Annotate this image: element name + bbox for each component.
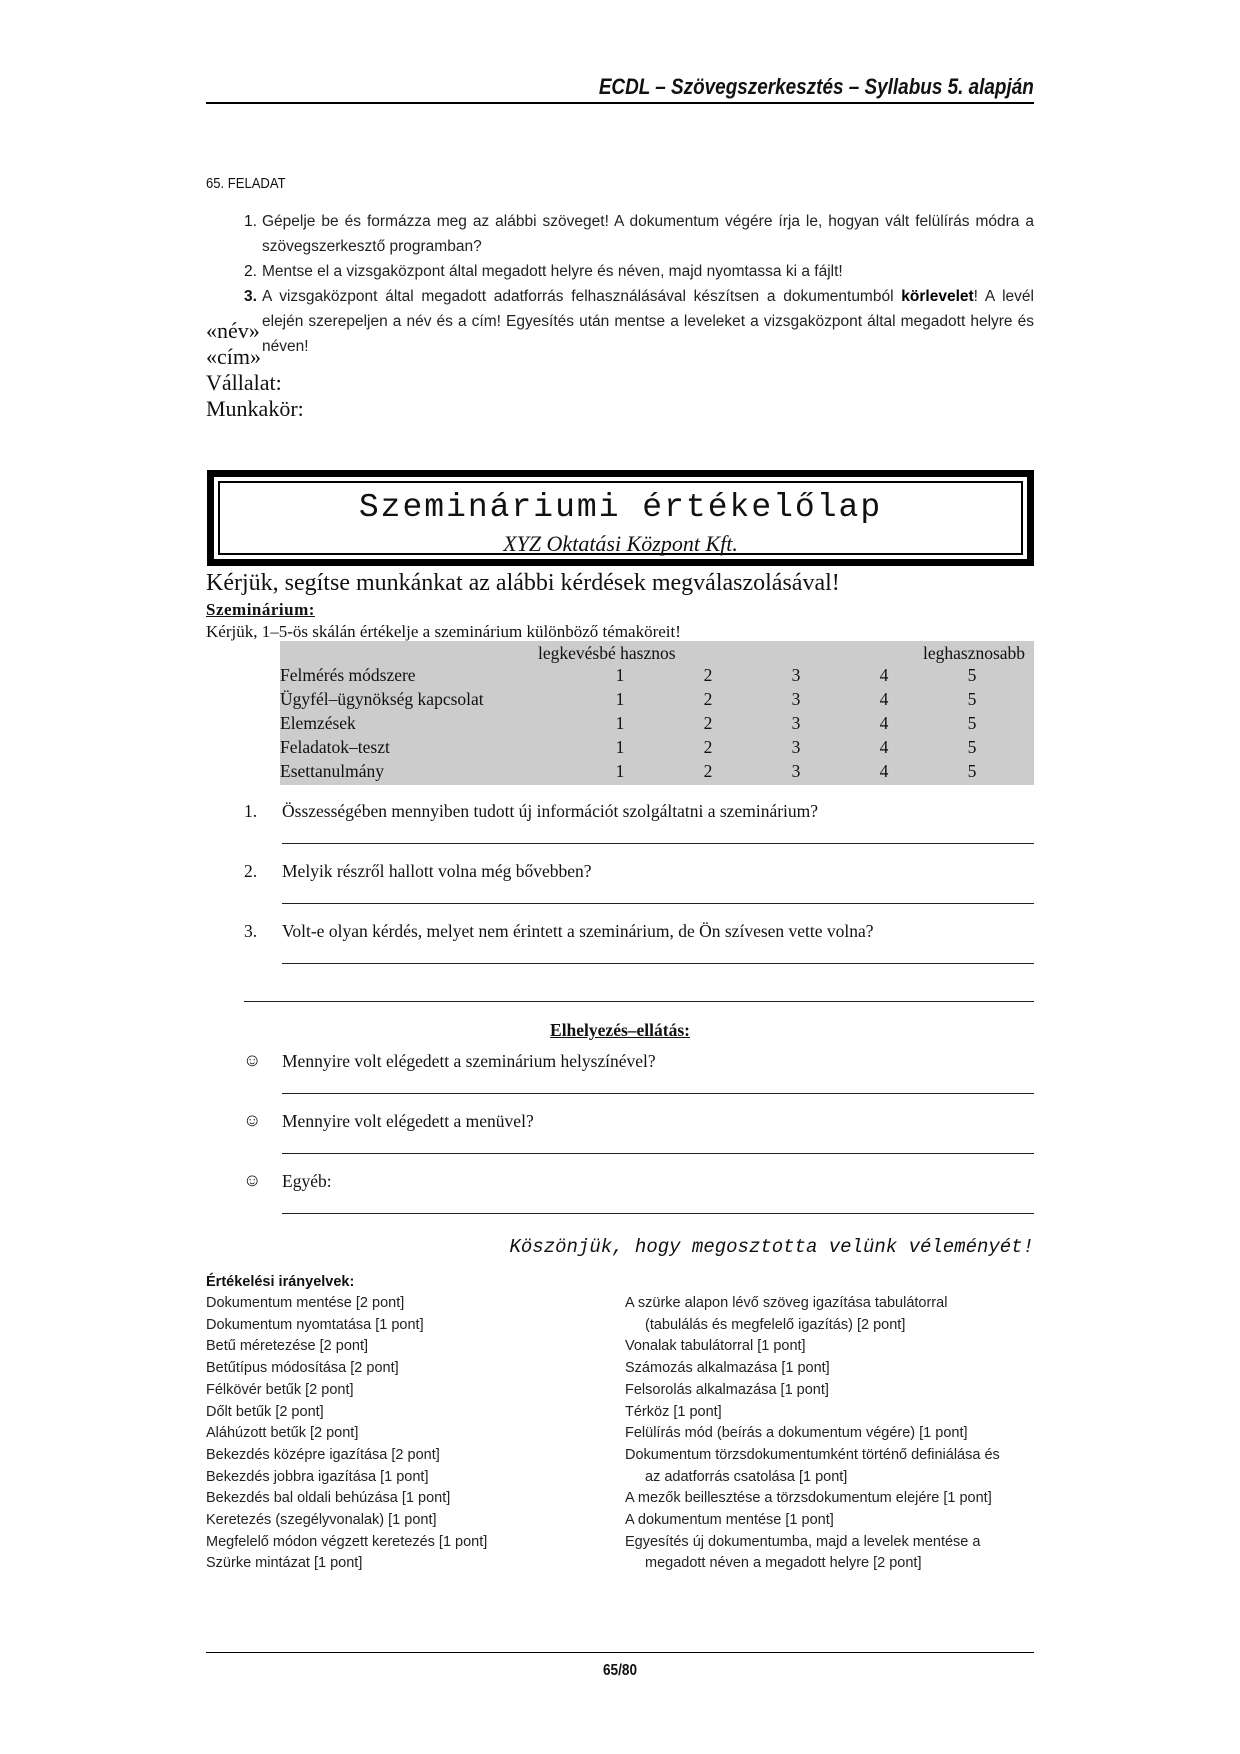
seminar-heading: Szeminárium: bbox=[206, 600, 315, 619]
rating-option[interactable]: 3 bbox=[791, 761, 801, 781]
rating-option[interactable]: 4 bbox=[879, 665, 889, 685]
criteria-item: Felsorolás alkalmazása [1 pont] bbox=[625, 1381, 829, 1398]
rating-option[interactable]: 1 bbox=[615, 737, 625, 757]
rating-option[interactable]: 5 bbox=[967, 665, 977, 685]
answer-line[interactable] bbox=[282, 1093, 1034, 1094]
criteria-item: A mezők beillesztése a törzsdokumentum elejére [1 pont] bbox=[625, 1490, 992, 1507]
company-label: Vállalat: bbox=[206, 370, 282, 395]
instruction-item bbox=[206, 259, 1034, 284]
title-box-inner-border bbox=[218, 481, 1023, 555]
rating-option[interactable]: 2 bbox=[703, 713, 713, 733]
accommodation-heading: Elhelyezés–ellátás: bbox=[550, 1020, 690, 1040]
topic-label: Ügyfél–ügynökség kapcsolat bbox=[280, 689, 484, 709]
title-box bbox=[207, 470, 1034, 566]
scale-low-label: legkevésbé hasznos bbox=[538, 643, 676, 663]
rating-option[interactable]: 1 bbox=[615, 689, 625, 709]
instruction-item bbox=[206, 209, 1034, 259]
answer-line[interactable] bbox=[282, 843, 1034, 844]
accommodation-question: Egyéb: bbox=[282, 1171, 332, 1191]
instruction-text: Gépelje be és formázza meg az alábbi szöveget! A dokumentum végére írja le, hogyan vált felülírás módra a szövegszerkesztő programban? bbox=[262, 213, 1034, 255]
criteria-item: Vonalak tabulátorral [1 pont] bbox=[625, 1338, 806, 1355]
criteria-item: Bekezdés jobbra igazítása [1 pont] bbox=[206, 1468, 429, 1485]
rating-option[interactable]: 2 bbox=[703, 665, 713, 685]
rating-option[interactable]: 1 bbox=[615, 665, 625, 685]
instruction-text bbox=[262, 284, 1034, 359]
instruction-text-part: A vizsgaközpont által megadott adatforrás felhasználásával készítsen a dokumentumból bbox=[262, 288, 902, 305]
criteria-item-continuation: (tabulálás és megfelelő igazítás) [2 pont] bbox=[645, 1316, 906, 1333]
instruction-number: 2. bbox=[244, 263, 257, 280]
rating-option[interactable]: 5 bbox=[967, 737, 977, 757]
task-title: 65. FELADAT bbox=[206, 176, 286, 192]
instruction-text: Mentse el a vizsgaközpont által megadott helyre és néven, majd nyomtassa ki a fájlt! bbox=[262, 263, 843, 280]
criteria-item: Félkövér betűk [2 pont] bbox=[206, 1381, 354, 1398]
criteria-item: A dokumentum mentése [1 pont] bbox=[625, 1512, 834, 1529]
answer-line[interactable] bbox=[282, 1153, 1034, 1154]
criteria-item: Megfelelő módon végzett keretezés [1 pont] bbox=[206, 1533, 488, 1550]
topic-label: Esettanulmány bbox=[280, 761, 385, 781]
topic-label: Felmérés módszere bbox=[280, 665, 416, 685]
rating-option[interactable]: 4 bbox=[879, 713, 889, 733]
criteria-item: Dokumentum nyomtatása [1 pont] bbox=[206, 1316, 424, 1333]
rating-option[interactable]: 4 bbox=[879, 761, 889, 781]
intro-text: Kérjük, segítse munkánkat az alábbi kérdések megválaszolásával! bbox=[206, 570, 840, 596]
question-text: Összességében mennyiben tudott új információt szolgáltatni a szeminárium? bbox=[282, 801, 819, 821]
accommodation-question: Mennyire volt elégedett a menüvel? bbox=[282, 1111, 534, 1131]
rating-option[interactable]: 3 bbox=[791, 737, 801, 757]
rating-row bbox=[280, 713, 1034, 737]
smiley-icon: ☺ bbox=[243, 1170, 262, 1190]
merge-field-name: «név» bbox=[206, 318, 260, 343]
criteria-item: Keretezés (szegélyvonalak) [1 pont] bbox=[206, 1512, 437, 1529]
rating-row bbox=[280, 737, 1034, 761]
criteria-item: Bekezdés középre igazítása [2 pont] bbox=[206, 1446, 440, 1463]
criteria-item: Dokumentum törzsdokumentumként történő definiálása és bbox=[625, 1446, 1000, 1463]
instruction-number: 1. bbox=[244, 213, 257, 230]
rating-option[interactable]: 1 bbox=[615, 761, 625, 781]
criteria-item-continuation: megadott néven a megadott helyre [2 pont] bbox=[645, 1555, 922, 1572]
criteria-heading: Értékelési irányelvek: bbox=[206, 1274, 355, 1290]
criteria-item: Bekezdés bal oldali behúzása [1 pont] bbox=[206, 1490, 451, 1507]
rating-option[interactable]: 3 bbox=[791, 713, 801, 733]
rating-row bbox=[280, 761, 1034, 785]
question-number: 2. bbox=[244, 861, 258, 881]
rating-header-row bbox=[280, 643, 1034, 667]
criteria-item: Aláhúzott betűk [2 pont] bbox=[206, 1425, 359, 1442]
rating-option[interactable]: 4 bbox=[879, 737, 889, 757]
answer-line[interactable] bbox=[282, 903, 1034, 904]
criteria-item: Betűtípus módosítása [2 pont] bbox=[206, 1360, 399, 1377]
rating-option[interactable]: 3 bbox=[791, 665, 801, 685]
topic-label: Feladatok–teszt bbox=[280, 737, 390, 757]
question-number: 3. bbox=[244, 921, 258, 941]
criteria-item: Felülírás mód (beírás a dokumentum végére) [1 pont] bbox=[625, 1425, 968, 1442]
smiley-icon: ☺ bbox=[243, 1050, 262, 1070]
criteria-item: Térköz [1 pont] bbox=[625, 1403, 722, 1420]
position-label: Munkakör: bbox=[206, 396, 304, 421]
criteria-item: Dokumentum mentése [2 pont] bbox=[206, 1295, 405, 1311]
criteria-left-column bbox=[206, 1293, 487, 1575]
rating-table bbox=[280, 641, 1034, 785]
answer-line[interactable] bbox=[282, 1213, 1034, 1214]
topic-label: Elemzések bbox=[280, 713, 356, 733]
rating-option[interactable]: 5 bbox=[967, 761, 977, 781]
rating-option[interactable]: 4 bbox=[879, 689, 889, 709]
thanks-text: Köszönjük, hogy megosztotta velünk véleményét! bbox=[509, 1236, 1034, 1258]
instruction-bold-term: körlevelet bbox=[901, 288, 974, 305]
rating-row bbox=[280, 689, 1034, 713]
criteria-item: Számozás alkalmazása [1 pont] bbox=[625, 1360, 830, 1377]
answer-line[interactable] bbox=[244, 1001, 1034, 1002]
rating-row bbox=[280, 665, 1034, 689]
criteria-right-column bbox=[625, 1293, 1000, 1575]
form-title: Szemináriumi értékelőlap bbox=[358, 489, 883, 526]
rating-option[interactable]: 1 bbox=[615, 713, 625, 733]
scale-high-label: leghasznosabb bbox=[923, 643, 1026, 663]
instruction-item bbox=[206, 284, 1034, 359]
question-text: Melyik részről hallott volna még bővebben? bbox=[282, 861, 592, 881]
merge-field-address: «cím» bbox=[206, 344, 261, 369]
criteria-item: Szürke mintázat [1 pont] bbox=[206, 1555, 363, 1572]
page-header-title: ECDL – Szövegszerkesztés – Syllabus 5. alapján bbox=[598, 74, 1034, 99]
rating-option[interactable]: 5 bbox=[967, 689, 977, 709]
instruction-list bbox=[206, 209, 1034, 359]
accommodation-question: Mennyire volt elégedett a szeminárium helyszínével? bbox=[282, 1051, 656, 1071]
rating-option[interactable]: 3 bbox=[791, 689, 801, 709]
instruction-text-part: ! A levél elején szerepeljen a név és a cím! Egyesítés után mentse a leveleket a vizsgaközpont által megadott helyre és néven! bbox=[262, 288, 1034, 355]
criteria-item: Betű méretezése [2 pont] bbox=[206, 1338, 369, 1355]
rating-option[interactable]: 5 bbox=[967, 713, 977, 733]
answer-line[interactable] bbox=[282, 963, 1034, 964]
criteria-item: Egyesítés új dokumentumba, majd a levelek mentése a bbox=[625, 1533, 981, 1550]
footer-rule bbox=[206, 1652, 1034, 1653]
page-number: 65/80 bbox=[602, 1662, 638, 1679]
rating-option[interactable]: 2 bbox=[703, 689, 713, 709]
header-rule bbox=[206, 102, 1034, 104]
instruction-number: 3. bbox=[244, 288, 257, 305]
criteria-item-continuation: az adatforrás csatolása [1 pont] bbox=[645, 1468, 848, 1485]
rating-instruction: Kérjük, 1–5-ös skálán értékelje a szeminárium különböző témaköreit! bbox=[206, 622, 681, 641]
question-text: Volt-e olyan kérdés, melyet nem érintett a szeminárium, de Ön szívesen vette volna? bbox=[282, 921, 874, 941]
rating-option[interactable]: 2 bbox=[703, 761, 713, 781]
question-number: 1. bbox=[244, 801, 258, 821]
criteria-item: A szürke alapon lévő szöveg igazítása tabulátorral bbox=[625, 1295, 948, 1311]
rating-option[interactable]: 2 bbox=[703, 737, 713, 757]
form-subtitle: XYZ Oktatási Központ Kft. bbox=[503, 531, 738, 556]
criteria-item: Dőlt betűk [2 pont] bbox=[206, 1403, 324, 1420]
smiley-icon: ☺ bbox=[243, 1110, 262, 1130]
